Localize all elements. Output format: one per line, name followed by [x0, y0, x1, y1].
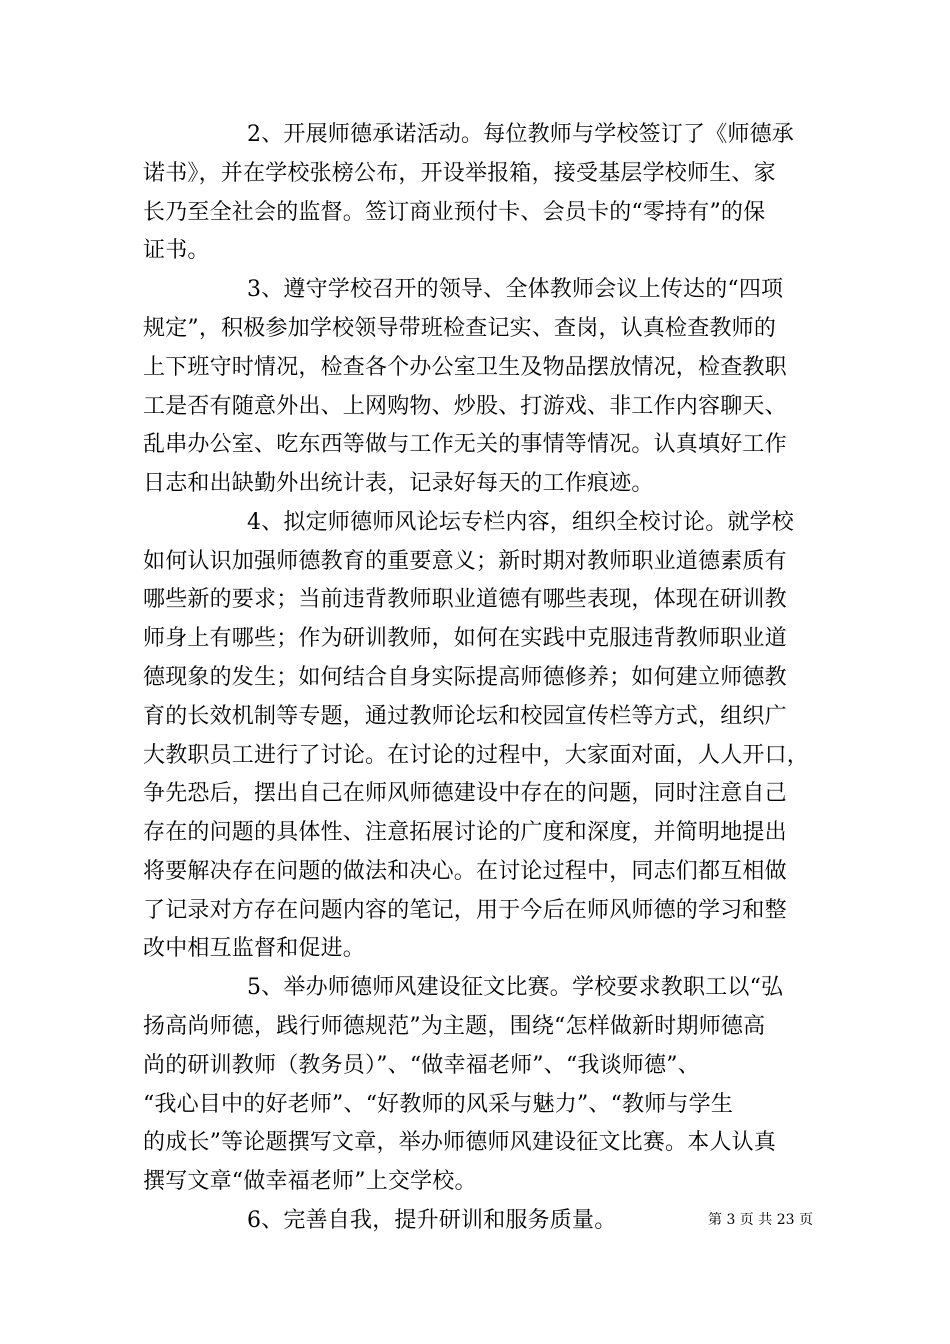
paragraph-6-line-1: 6、完善自我，提升研训和服务质量。: [247, 1208, 617, 1233]
paragraph-4-line-1: 4、拟定师德师风论坛专栏内容，组织全校讨论。就学校: [247, 510, 794, 535]
paragraph-5-line-2: 扬高尚师德，践行师德规范”为主题，围绕“怎样做新时期师德高: [143, 1014, 766, 1039]
paragraph-3-line-1: 3、遵守学校召开的领导、全体教师会议上传达的“四项: [247, 277, 784, 302]
paragraph-5-line-1: 5、举办师德师风建设征文比赛。学校要求教职工以“弘: [247, 975, 784, 1000]
paragraph-4-line-5: 德现象的发生；如何结合自身实际提高师德修养；如何建立师德教: [143, 665, 787, 690]
paragraph-3-line-3: 上下班守时情况，检查各个办公室卫生及物品摆放情况，检查教职: [143, 355, 787, 380]
page-number-footer: 第 3 页 共 23 页: [708, 1212, 813, 1228]
paragraph-5-line-4: “我心目中的好老师”、“好教师的风采与魅力”、“教师与学生: [143, 1092, 734, 1117]
paragraph-4-line-6: 育的长效机制等专题，通过教师论坛和校园宣传栏等方式，组织广: [143, 704, 787, 729]
paragraph-3-line-4: 工是否有随意外出、上网购物、炒股、打游戏、非工作内容聊天、: [143, 394, 787, 419]
paragraph-5-line-3: 尚的研训教师（教务员）”、“做幸福老师”、“我谈师德”、: [143, 1053, 700, 1078]
paragraph-2-line-1: 2、开展师德承诺活动。每位教师与学校签订了《师德承: [247, 122, 794, 147]
paragraph-4-line-8: 争先恐后，摆出自己在师风师德建设中存在的问题，同时注意自己: [143, 781, 787, 806]
paragraph-4-line-4: 师身上有哪些；作为研训教师，如何在实践中克服违背教师职业道: [143, 626, 787, 651]
paragraph-4-line-2: 如何认识加强师德教育的重要意义；新时期对教师职业道德素质有: [143, 549, 787, 574]
paragraph-5-line-6: 撰写文章“做幸福老师”上交学校。: [143, 1169, 477, 1194]
paragraph-4-line-7: 大教职员工进行了讨论。在讨论的过程中，大家面对面，人人开口，: [143, 743, 810, 768]
paragraph-2-line-4: 证书。: [143, 238, 210, 263]
paragraph-4-line-10: 将要解决存在问题的做法和决心。在讨论过程中，同志们都互相做: [143, 859, 787, 884]
paragraph-3-line-2: 规定”，积极参加学校领导带班检查记实、查岗，认真检查教师的: [143, 316, 777, 341]
paragraph-5-line-5: 的成长”等论题撰写文章，举办师德师风建设征文比赛。本人认真: [143, 1130, 777, 1155]
paragraph-4-line-9: 存在的问题的具体性、注意拓展讨论的广度和深度，并简明地提出: [143, 820, 787, 845]
paragraph-3-line-6: 日志和出缺勤外出统计表，记录好每天的工作痕迹。: [143, 471, 654, 496]
paragraph-4-line-12: 改中相互监督和促进。: [143, 936, 366, 961]
paragraph-2-line-3: 长乃至全社会的监督。签订商业预付卡、会员卡的“零持有”的保: [143, 200, 766, 225]
paragraph-3-line-5: 乱串办公室、吃东西等做与工作无关的事情等情况。认真填好工作: [143, 432, 787, 457]
paragraph-4-line-11: 了记录对方存在问题内容的笔记，用于今后在师风师德的学习和整: [143, 898, 787, 923]
paragraph-2-line-2: 诺书》，并在学校张榜公布，开设举报箱，接受基层学校师生、家: [143, 161, 776, 186]
paragraph-4-line-3: 哪些新的要求；当前违背教师职业道德有哪些表现，体现在研训教: [143, 587, 787, 612]
